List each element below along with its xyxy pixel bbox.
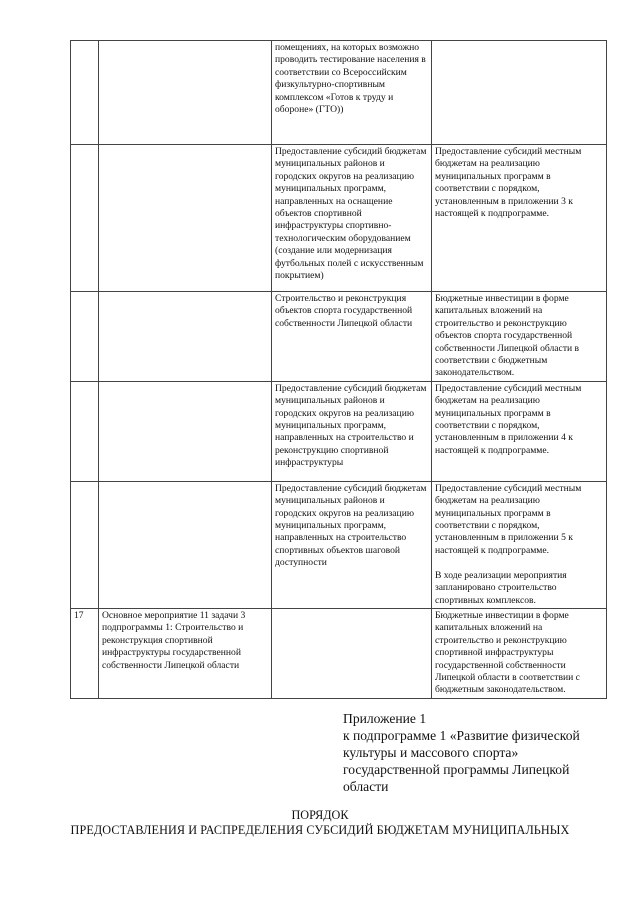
table-row xyxy=(71,292,607,382)
measure-cell xyxy=(272,481,432,608)
mechanism-text: Предоставление субсидий местным бюджетам на реализацию муниципальных программ в соответствии с порядком, установленным в приложении 3 к настоящей к подпрограмме. xyxy=(435,146,582,220)
mechanism-cell xyxy=(432,145,607,292)
measure-text: Предоставление субсидий бюджетам муниципальных районов и городских округов на реализацию муниципальных программ, направленных на строительство и реконструкцию спортивной инфраструктуры xyxy=(275,382,427,469)
table-row xyxy=(71,145,607,292)
row-number-cell xyxy=(71,381,99,481)
document-heading-line2: ПРЕДОСТАВЛЕНИЯ И РАСПРЕДЕЛЕНИЯ СУБСИДИЙ БЮДЖЕТАМ МУНИЦИПАЛЬНЫХ xyxy=(70,823,570,837)
event-text: Основное мероприятие 11 задачи 3 подпрограммы 1: Строительство и реконструкция спортивной инфраструктуры государственной собственности Липецкой области xyxy=(102,609,246,671)
row-number-cell xyxy=(71,481,99,608)
table-row xyxy=(71,481,607,608)
event-cell xyxy=(99,481,272,608)
measure-cell xyxy=(272,381,432,481)
event-cell xyxy=(99,145,272,292)
mechanism-text: Бюджетные инвестиции в форме капитальных вложений на строительство и реконструкцию спортивной инфраструктуры государственной собственности Липецкой области в соответствии с бюджетным законодательством. xyxy=(435,609,580,696)
mechanism-cell xyxy=(432,292,607,382)
event-cell xyxy=(99,41,272,145)
measure-cell xyxy=(272,292,432,382)
mechanism-text: Предоставление субсидий местным бюджетам на реализацию муниципальных программ в соответствии с порядком, установленным в приложении 5 к настоящей к подпрограмме. В ходе реализации мероприятия запланировано строительство спортивных комплексов. xyxy=(435,482,582,606)
measures-table xyxy=(70,40,607,699)
table-row xyxy=(71,381,607,481)
measure-text: Строительство и реконструкция объектов спорта государственной собственности Липецкой области xyxy=(275,293,413,329)
measure-cell xyxy=(272,145,432,292)
event-cell xyxy=(99,608,272,698)
measure-cell xyxy=(272,41,432,145)
event-cell xyxy=(99,292,272,382)
row-number-cell xyxy=(71,292,99,382)
table-row xyxy=(71,608,607,698)
measure-text: помещениях, на которых возможно проводить тестирование населения в соответствии со Всероссийским физкультурно-спортивным комплексом «Готов к труду и обороне» (ГТО)) xyxy=(275,42,426,116)
table-row xyxy=(71,41,607,145)
mechanism-cell xyxy=(432,41,607,145)
document-heading-line1: ПОРЯДОК xyxy=(291,808,349,822)
appendix-caption: Приложение 1 к подпрограмме 1 «Развитие физической культуры и массового спорта» государственной программы Липецкой области xyxy=(343,711,580,794)
mechanism-cell xyxy=(432,381,607,481)
mechanism-cell xyxy=(432,481,607,608)
row-number-cell xyxy=(71,145,99,292)
measure-cell xyxy=(272,608,432,698)
measure-text: Предоставление субсидий бюджетам муниципальных районов и городских округов на реализацию муниципальных программ, направленных на строительство спортивных объектов шаговой доступности xyxy=(275,482,427,569)
mechanism-text: Бюджетные инвестиции в форме капитальных вложений на строительство и реконструкцию объектов спорта государственной собственности Липецкой области в соответствии с бюджетным законодательством. xyxy=(435,293,580,379)
row-number-cell xyxy=(71,41,99,145)
row-number: 17 xyxy=(74,609,84,621)
event-cell xyxy=(99,381,272,481)
measure-text: Предоставление субсидий бюджетам муниципальных районов и городских округов на реализацию муниципальных программ, направленных на оснащение объектов спортивной инфраструктуры спортивно-технологическим оборудованием (создание или модернизация футбольных полей с искусственным покрытием) xyxy=(275,146,427,282)
row-number-cell xyxy=(71,608,99,698)
mechanism-cell xyxy=(432,608,607,698)
mechanism-text: Предоставление субсидий местным бюджетам на реализацию муниципальных программ в соответствии с порядком, установленным в приложении 4 к настоящей к подпрограмме. xyxy=(435,382,582,456)
